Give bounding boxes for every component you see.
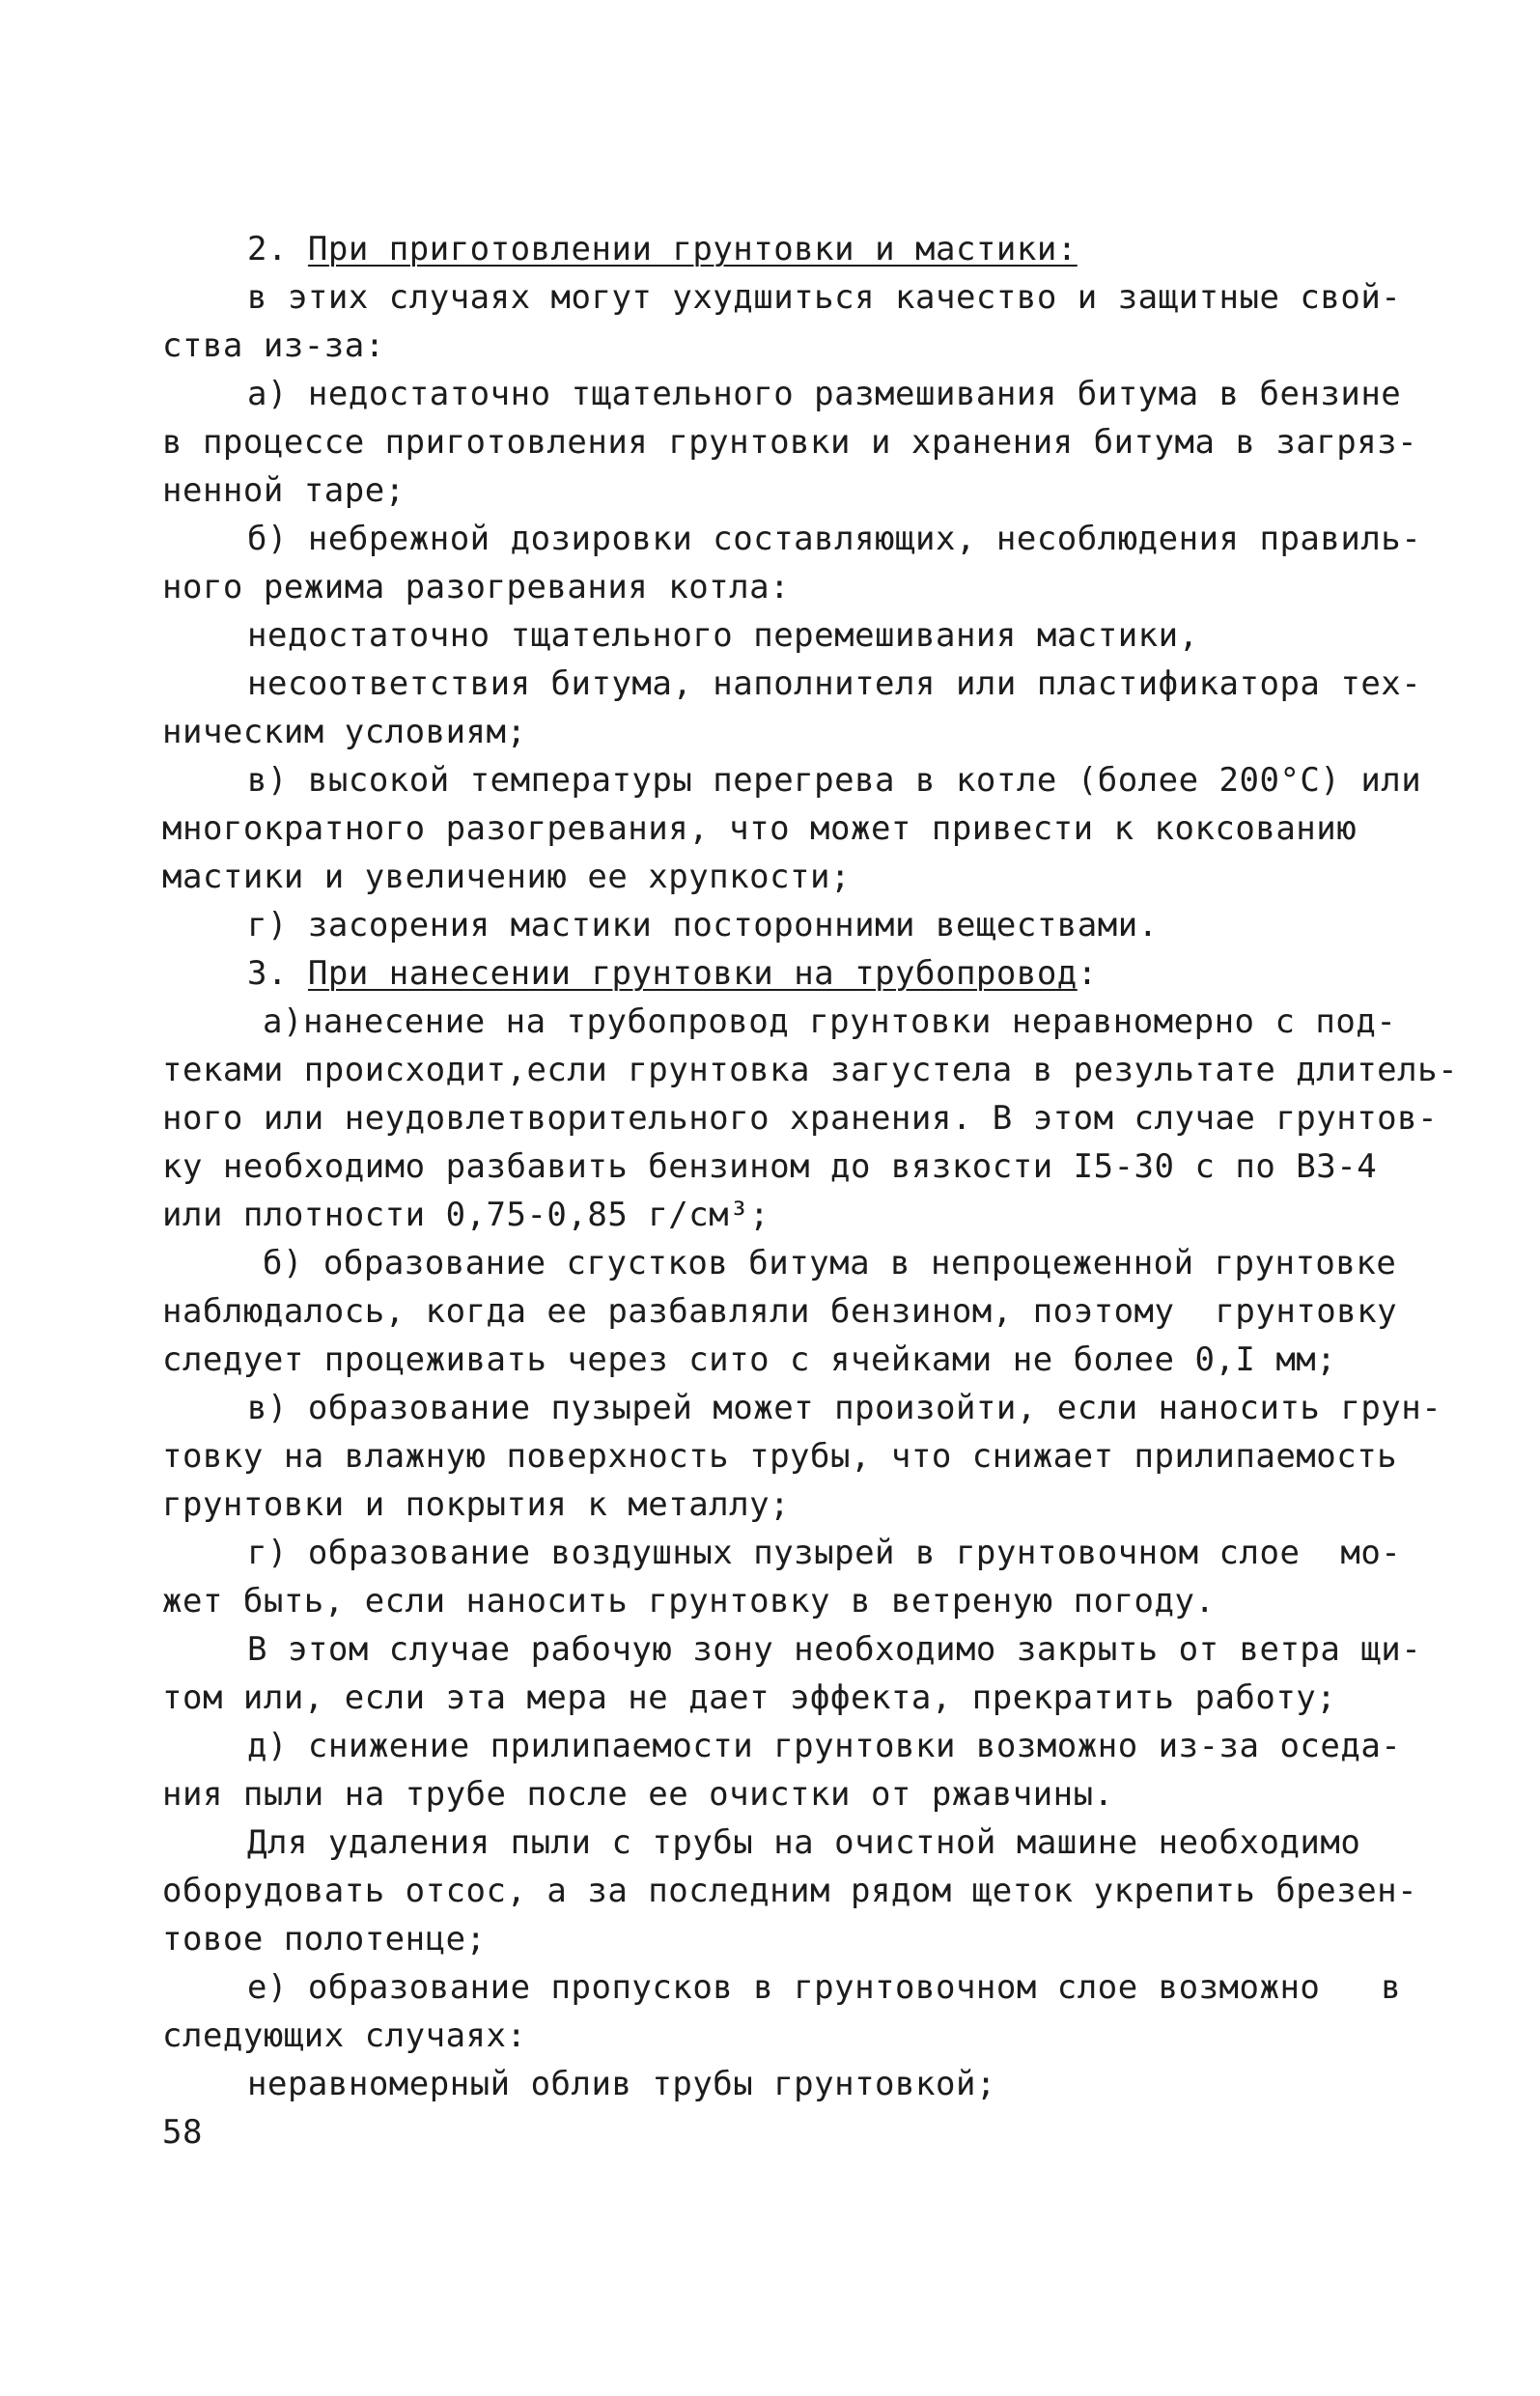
text-line: следует процеживать через сито с ячейками не более 0,I мм; [162,1340,1337,1379]
text-line: ненной таре; [162,471,406,510]
text-line: ного режима разогревания котла: [162,568,791,606]
text-line: жет быть, если наносить грунтовку в ветреную погоду. [162,1582,1216,1621]
section-heading-3 [247,954,1098,993]
text-line: ного или неудовлетворительного хранения. В этом случае грунтов- [162,1099,1439,1138]
text-line: В этом случае рабочую зону необходимо закрыть от ветра щи- [247,1630,1422,1669]
text-line: а) недостаточно тщательного размешивания битума в бензине [247,375,1402,413]
text-line: товку на влажную поверхность трубы, что снижает прилипаемость [162,1437,1398,1476]
text-line: ническим условиям; [162,713,527,751]
text-line: недостаточно тщательного перемешивания мастики, [247,616,1199,655]
text-line: ния пыли на трубе после ее очистки от ржавчины. [162,1775,1114,1814]
text-line: ку необходимо разбавить бензином до вязкости I5-30 с по ВЗ-4 [162,1147,1378,1186]
text-line: б) небрежной дозировки составляющих, несоблюдения правиль- [247,520,1422,558]
page-number: 58 [162,2113,203,2152]
text-line: оборудовать отсос, а за последним рядом щеток укрепить брезен- [162,1872,1418,1910]
text-line: в) образование пузырей может произойти, если наносить грун- [247,1389,1442,1427]
text-line: в процессе приготовления грунтовки и хранения битума в загряз- [162,423,1418,462]
text-line: в) высокой температуры перегрева в котле (более 200°С) или [247,761,1422,800]
text-line: а)нанесение на трубопровод грунтовки неравномерно с под- [263,1002,1397,1041]
text-span: : [1077,954,1098,993]
text-line: Для удаления пыли с трубы на очистной машине необходимо [247,1823,1361,1862]
text-line: наблюдалось, когда ее разбавляли бензином, поэтому грунтовку [162,1292,1398,1331]
section-heading-2 [247,230,1078,268]
text-span: 3. [247,954,308,993]
text-line: неравномерный облив трубы грунтовкой; [247,2065,996,2103]
text-line: теками происходит,если грунтовка загустела в результате длитель- [162,1051,1459,1089]
text-span: 2. [247,230,308,268]
text-line: б) образование сгустков битума в непроцеженной грунтовке [263,1244,1397,1283]
underlined-heading: При нанесении грунтовки на трубопровод [307,954,1078,993]
text-line: в этих случаях могут ухудшиться качество и защитные свой- [247,278,1402,317]
text-line: мастики и увеличению ее хрупкости; [162,858,851,896]
text-line: грунтовки и покрытия к металлу; [162,1485,791,1524]
text-line: е) образование пропусков в грунтовочном слое возможно в [247,1968,1402,2007]
text-line: ства из-за: [162,326,385,365]
text-line: том или, если эта мера не дает эффекта, прекратить работу; [162,1678,1337,1717]
text-line: следующих случаях: [162,2016,527,2055]
text-line: г) образование воздушных пузырей в грунтовочном слое мо- [247,1534,1402,1572]
underlined-heading: При приготовлении грунтовки и мастики: [307,230,1078,268]
text-line: товое полотенце; [162,1920,487,1959]
text-line: многократного разогревания, что может привести к коксованию [162,809,1358,848]
text-line: или плотности 0,75-0,85 г/см³; [162,1196,770,1234]
text-line: г) засорения мастики посторонними веществами. [247,906,1159,944]
text-line: д) снижение прилипаемости грунтовки возможно из-за оседа- [247,1727,1402,1765]
text-line: несоответствия битума, наполнителя или пластификатора тех- [247,664,1422,703]
